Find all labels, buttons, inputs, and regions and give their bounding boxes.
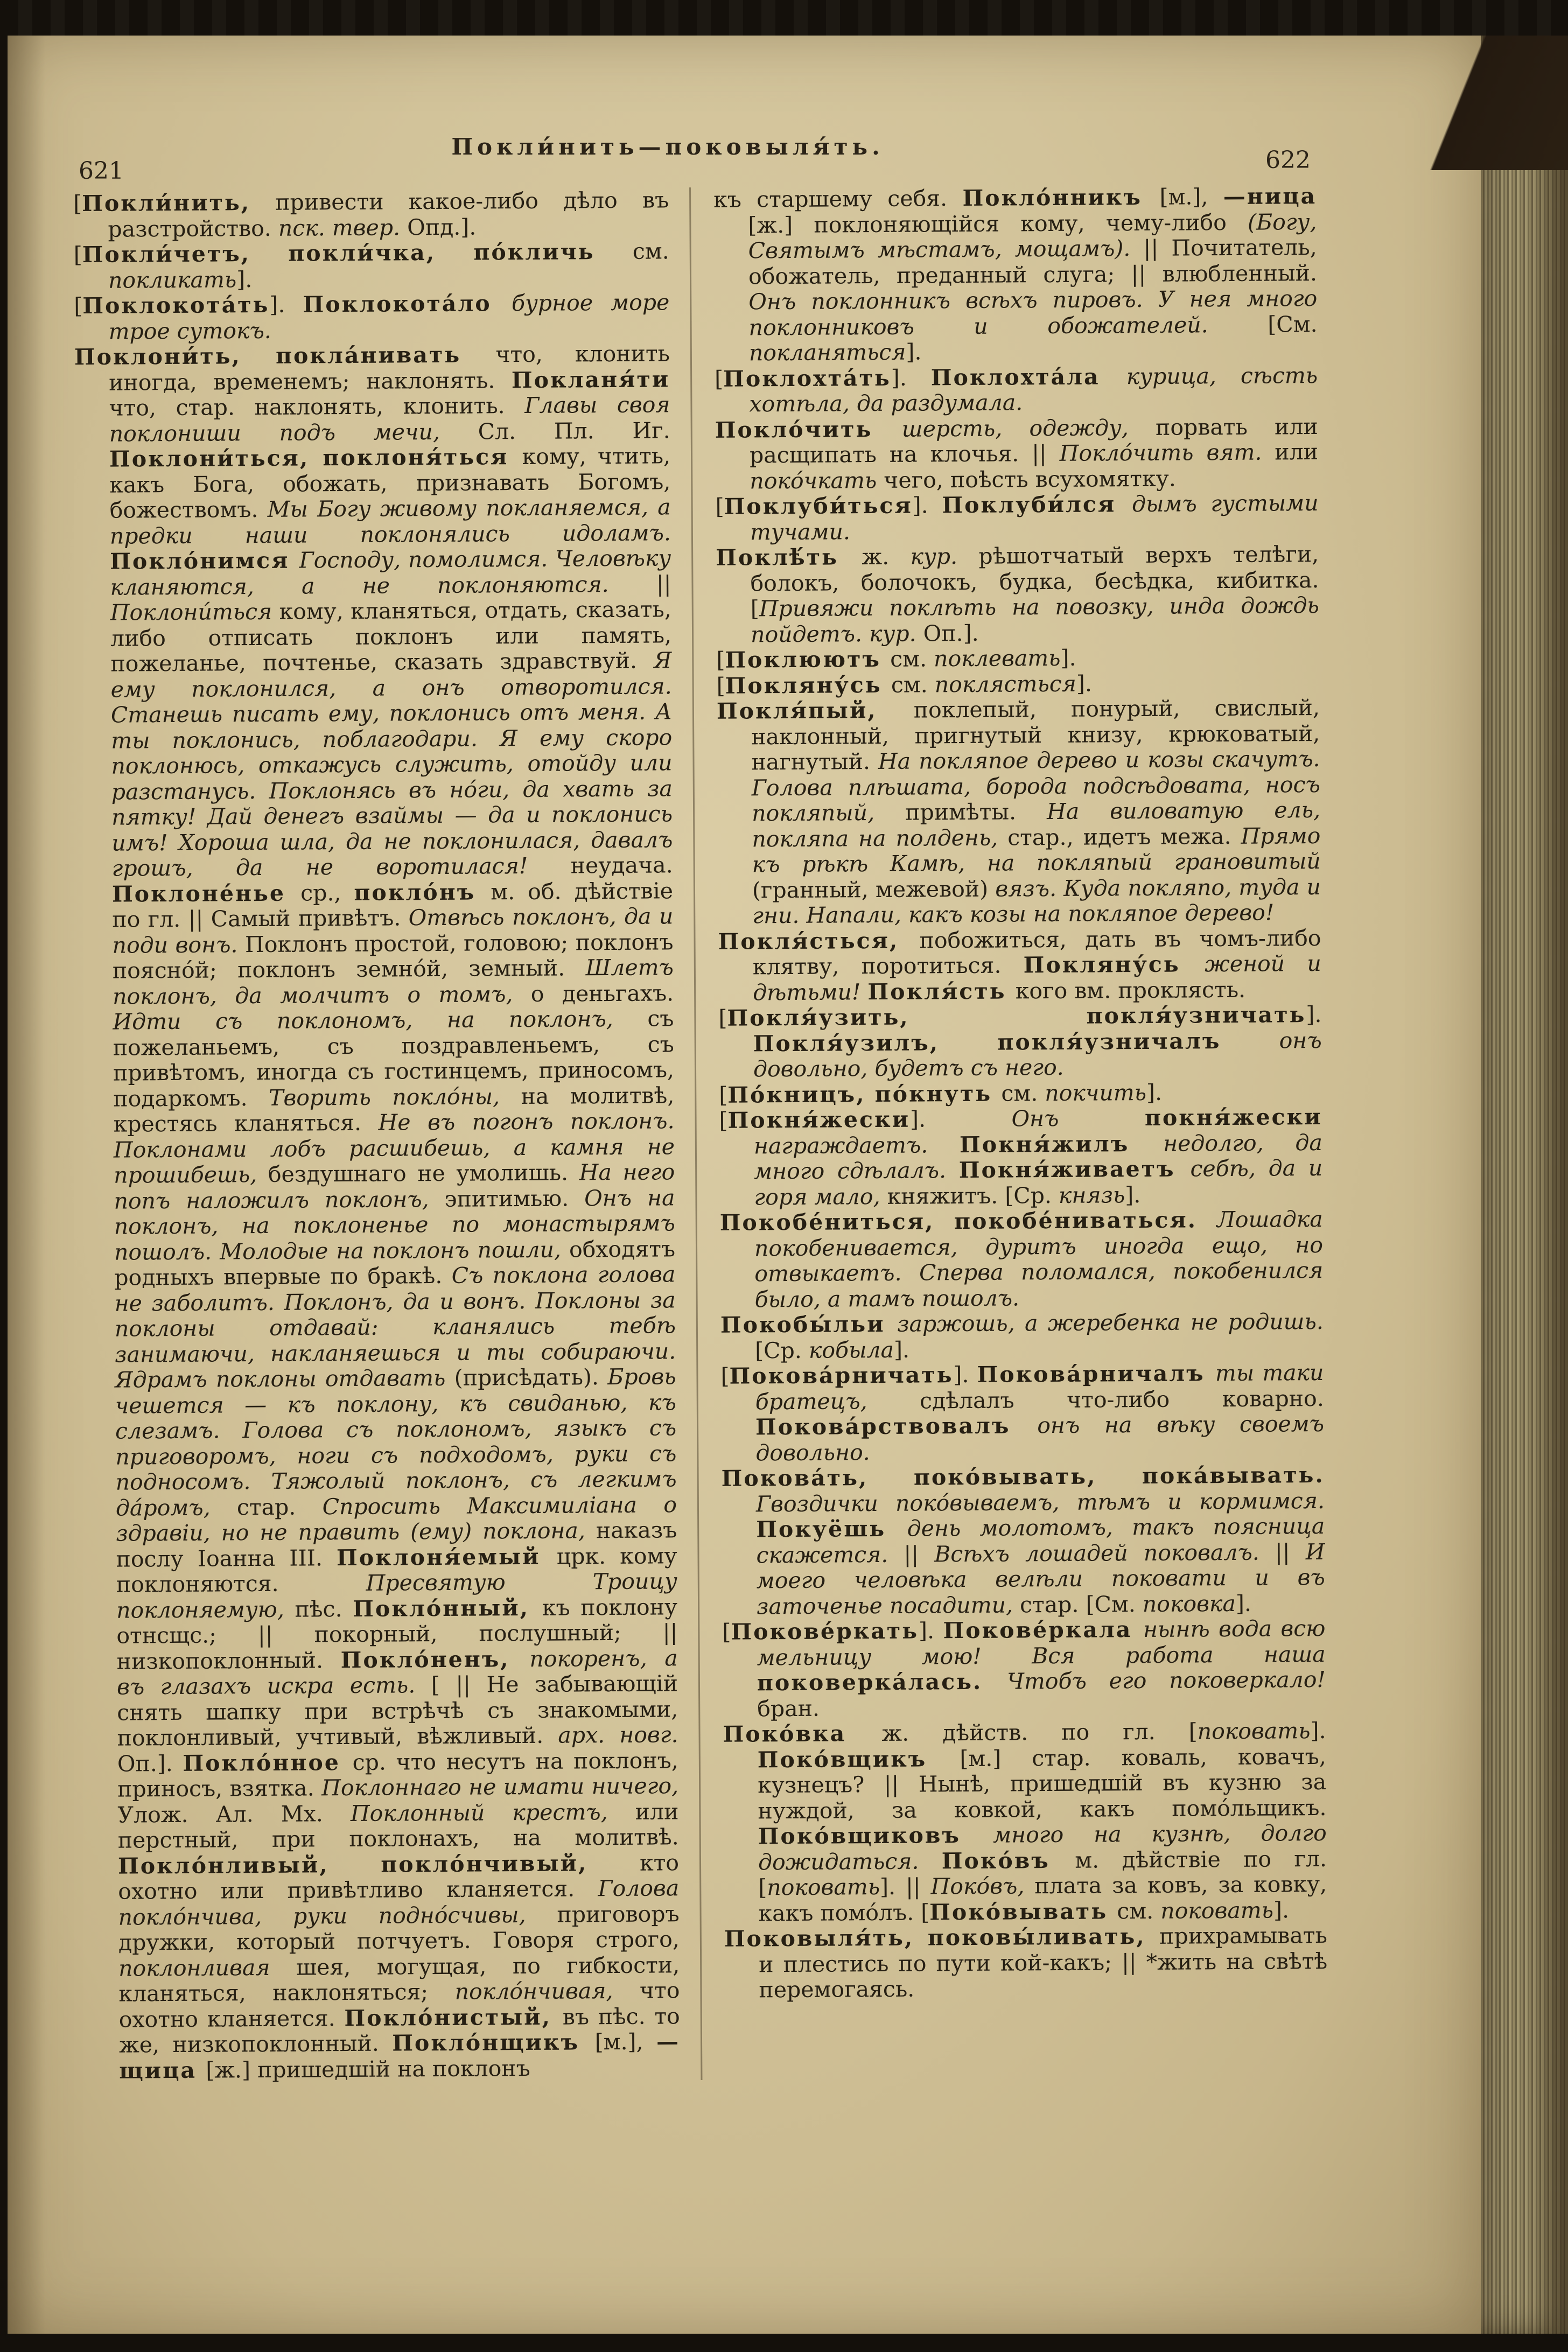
definition-text: [ (718, 1005, 727, 1031)
definition-text: ]. (953, 1361, 977, 1388)
headword-text: Покло́чить (715, 416, 902, 443)
headword-text: Поклѣ́ть (716, 544, 862, 571)
headword-text: Покланя́ти (511, 366, 670, 393)
definition-text: [м.], (594, 2028, 657, 2055)
headword-text: Покове́ркала (943, 1616, 1144, 1644)
definition-text: прихрамывать и плестись по пути кой-какъ; || *жить на свѣтѣ перемогаясь. (759, 1922, 1328, 2003)
headword-text: Покля́сться, (718, 927, 920, 955)
headword-text: покло́нъ (354, 878, 491, 906)
definition-text: ]. (912, 492, 942, 519)
dictionary-entry (724, 1923, 1328, 2003)
definition-text: стар., идетъ межа. (1007, 823, 1241, 851)
headword-text: Поко́вщиковъ (758, 1822, 993, 1850)
definition-text: бран. (757, 1695, 820, 1721)
definition-text: см. (890, 646, 934, 672)
definition-text: неудача. (570, 852, 673, 879)
column-left (73, 187, 680, 2084)
definition-text: что, клонить иногда, временемъ; наклонять. (109, 340, 670, 396)
example-text: день молотомъ, такъ поясница скажется. (756, 1513, 1325, 1568)
definition-text: ]. (909, 1105, 1012, 1132)
example-text: награждаетъ. (753, 1131, 960, 1159)
headword-text: Поклохта́ла (930, 363, 1127, 390)
example-text: князь (1058, 1181, 1125, 1208)
headword-text: —щица (119, 2028, 681, 2084)
example-text: Не въ погонъ поклонъ. Поклонами лобъ расшибешь, а камня не прошибешь, (113, 1108, 675, 1188)
definition-text: къ старшему себя. (713, 185, 963, 213)
definition-text: княжитъ. [Ср. (887, 1182, 1059, 1209)
definition-text: Сл. Пл. Иг. (478, 417, 670, 445)
example-text: бурное море трое сутокъ. (108, 289, 670, 345)
definition-text: ]. (906, 339, 922, 365)
headword-text: Покло́ненъ, (340, 1646, 530, 1673)
example-text: поковать (1197, 1718, 1311, 1745)
headword-text: Поко́вка (723, 1720, 882, 1747)
example-text: Поклони́ться (110, 598, 279, 626)
definition-text: см. (1001, 1080, 1045, 1107)
headword-text: Поклони́ть, покла́нивать (74, 341, 496, 370)
example-text: (Богу, Святымъ мѣстамъ, мощамъ). (748, 208, 1317, 264)
definition-text: Оп.]. (117, 1750, 183, 1777)
example-text: Поклонный крестъ, (350, 1798, 635, 1826)
headword-text: Поко́вщикъ (757, 1745, 960, 1773)
example-text: женой и дѣтьми! (752, 950, 1321, 1005)
definition-text: м. об. дѣйствіе по гл. || Самый привѣтъ. (112, 877, 674, 933)
dictionary-entry (715, 491, 1319, 545)
headword-text: покня́жески (1144, 1103, 1322, 1131)
definition-text: [ж.] поклоняющійся кому, чему-либо (748, 209, 1248, 238)
dictionary-entry (716, 644, 1319, 673)
example-text: Прямо къ рѣкѣ Камѣ, на покляпый грановитый (752, 822, 1321, 878)
definition-text: [ (73, 241, 82, 268)
example-text: арх. новг. (558, 1721, 678, 1748)
definition-text: эпитимью. (444, 1185, 585, 1212)
definition-text: см. (891, 671, 935, 698)
example-text: пск. твер. (278, 214, 408, 241)
definition-text: [ (73, 190, 82, 217)
example-text: ты таки братецъ, (755, 1359, 1324, 1415)
example-text: себѣ, да и горя мало, (754, 1154, 1323, 1210)
example-text: На покляпое дерево и козы скачутъ. Голова плѣшата, борода подсѣдовата, носъ покляпый, (751, 745, 1320, 827)
dictionary-entry (715, 362, 1318, 417)
dictionary-entry (719, 1079, 1322, 1108)
dictionary-entry (720, 1360, 1324, 1466)
example-text: Главы своя поклониши подъ мечи, (109, 391, 670, 447)
definition-text: поклепый, понурый, свислый, наклонный, пригнутый книзу, крюковатый, нагнутый. (751, 694, 1320, 775)
example-text: Гвоздички поко́вываемъ, тѣмъ и кормимся. (755, 1487, 1325, 1517)
headword-text: Поклюютъ (725, 646, 891, 673)
headword-text: Покло́нщикъ (392, 2029, 595, 2056)
example-text: Молодые на поклонъ пошли, (220, 1236, 570, 1264)
definition-text: или перстный, при поклонахъ, на молитвѣ. (117, 1798, 679, 1853)
photo-background-left (0, 0, 8, 2352)
definition-text: ]. (1060, 645, 1076, 671)
example-text: Всѣхъ лошадей поковалъ. (934, 1538, 1276, 1567)
example-text: нынѣ вода всю мельницу мою! Вся работа наша (757, 1615, 1326, 1670)
definition-text: ]. (918, 1618, 943, 1644)
example-text: покло́нчивая, (454, 1977, 640, 2005)
definition-text: [ (74, 292, 83, 319)
example-text: поковка (1142, 1590, 1236, 1617)
definition-text: [м.] стар. коваль, ковачъ, кузнецъ? || Нынѣ, пришедшій въ кузню за нуждой, за ковкой, какъ помо́льщикъ. (757, 1743, 1327, 1824)
dictionary-text-block (73, 184, 1334, 2084)
definition-text: [ (722, 1619, 731, 1645)
example-text: Спросить Максимиліана о здравіи, но не править (ему) поклона, (116, 1491, 677, 1546)
example-text: Привяжи поклѣть на повозку, инда дождь пойдетъ. (750, 592, 1319, 647)
definition-text: ]. || (879, 1873, 931, 1900)
headword-text: Поклони́ться, поклоня́ться (109, 444, 522, 472)
definition-text: примѣты. (905, 799, 1047, 825)
example-text: Я ему поклонился, а онъ отворотился. Станешь писать ему, поклонись отъ меня. А ты поклонись, поблагодари. Я ему скоро поклонюсь, откажусь служить, отойду или разстанусь. Поклонясь въ но́ги, да хвать за пятку! Дай денегъ взаймы — да и поклонись имъ! Хороша шла, да не поклонилася, давалъ грошъ, да не воротилася! (110, 647, 673, 881)
definition-text: Опд.]. (407, 214, 477, 240)
headword-text: Покова́рничать (729, 1362, 954, 1389)
dictionary-entry (716, 542, 1319, 648)
headword-text: Покля́узить, покля́узничать (727, 1002, 1306, 1031)
example-text: кур. (869, 620, 923, 647)
headword-text: поковерка́лась. (757, 1668, 1007, 1696)
definition-text: обходятъ родныхъ впервые по бракѣ. (114, 1235, 676, 1291)
headword-text: Поклохта́ть (723, 365, 891, 392)
definition-text: [ (720, 1363, 730, 1389)
definition-text: что охотно кланяется. (118, 1977, 680, 2033)
dictionary-entry (713, 184, 1318, 366)
definition-text: стар. (236, 1493, 323, 1520)
page-number-left: 621 (79, 157, 124, 185)
example-text: поко́чкать (750, 467, 884, 494)
example-text: Отвѣсь поклонъ, да и поди вонъ. (112, 903, 674, 958)
example-text: Чтобъ его поковеркало! (1007, 1666, 1326, 1695)
dictionary-entry (717, 695, 1321, 929)
headword-text: Поко́въ (941, 1847, 1075, 1874)
definition-text: [ (715, 366, 724, 392)
example-text: Идти съ поклономъ, на поклонъ, (113, 1005, 648, 1035)
definition-text: ср. что несутъ на поклонъ, приносъ, взятка. (117, 1747, 678, 1802)
definition-text: (присѣдать). (454, 1364, 608, 1391)
definition-text: ]. (891, 364, 931, 391)
definition-text: ]. (1273, 1896, 1290, 1923)
example-text: Онъ поклонникъ всѣхъ пировъ. У нея много поклонниковъ и обожателей. (748, 285, 1318, 340)
dictionary-entry (720, 1207, 1324, 1313)
headword-text: Покло́нный, (353, 1594, 543, 1622)
definition-text: || Почитатель, обожатель, преданный слуга; || влюбленный. (748, 234, 1318, 289)
example-text: вязъ. Куда покляпо, туда и гни. Напали, какъ козы на покляпое дерево! (752, 873, 1321, 929)
definition-text: рѣшотчатый верхъ телѣги, болокъ, болочокъ, будка, бесѣдка, кибитка. [ (750, 541, 1319, 622)
example-text: много на кузнѣ, долго дожидаться. (758, 1819, 1327, 1875)
headword-text: Поклуби́ться (724, 492, 913, 520)
definition-text: ]. (1235, 1590, 1252, 1616)
example-text: покланяться (748, 339, 906, 366)
definition-text: въ пѣс. то же, низкопоклонный. (118, 2003, 680, 2058)
definition-text: сдѣлалъ что-либо коварно. (919, 1385, 1324, 1414)
example-text: поклевать (933, 645, 1061, 672)
definition-text: [ (715, 493, 724, 520)
headword-text: Покня́жилъ (959, 1130, 1164, 1158)
gutter-shadow (8, 36, 45, 2334)
example-text: Бровь чешется — къ поклону, къ свиданью, къ слезамъ. Голова съ поклономъ, языкъ съ приговоромъ, ноги съ подходомъ, руки съ подносомъ. Тяжолый поклонъ, съ легкимъ да́ромъ, (115, 1363, 677, 1521)
example-text: курица, сѣсть хотѣла, да раздумала. (749, 362, 1318, 417)
definition-text: [ (719, 1082, 728, 1108)
example-text: вят. (1206, 439, 1275, 466)
definition-text: [ (719, 1107, 728, 1133)
example-text: кобыла (808, 1336, 894, 1363)
headword-text: —ница (1223, 183, 1317, 210)
headword-text: Поклоня́емый (336, 1543, 557, 1571)
dictionary-entry (74, 239, 670, 293)
running-head: Покли́нить—поковыля́ть. (451, 134, 884, 160)
definition-text: чего, поѣсть всухомятку. (884, 465, 1176, 493)
definition-text: о деньгахъ. (530, 979, 674, 1007)
example-text: Шлетъ поклонъ, да молчитъ о томъ, (113, 954, 674, 1010)
definition-text: м. дѣйствіе по гл. [ (758, 1845, 1327, 1901)
dictionary-entry (718, 925, 1321, 1005)
definition-text: [Ср. (755, 1337, 809, 1363)
headword-text: Поко́вывать (929, 1898, 1117, 1925)
example-text: недолго, да много сдѣлалъ. (754, 1129, 1323, 1185)
headword-text: Поклоне́нье (111, 880, 301, 907)
headword-text: Покобе́ниться, покобе́ниваться. (719, 1207, 1217, 1236)
example-text: поковать (1160, 1897, 1274, 1924)
headword-text: Поковыля́ть, поковы́ливать, (724, 1923, 1160, 1952)
dictionary-entry (74, 341, 681, 2084)
definition-text: ж. дѣйств. по гл. [ (881, 1718, 1198, 1746)
headword-text: Поклокота́ть (82, 291, 270, 319)
example-text: Онъ на поклонъ, на поклоненье по монастырямъ пошолъ. (114, 1184, 675, 1265)
definition-text: ]. (1306, 1001, 1322, 1028)
definition-text: ]. (1125, 1181, 1141, 1208)
dictionary-entry (73, 187, 669, 242)
dictionary-entry (720, 1309, 1324, 1364)
definition-text: [ (716, 647, 725, 673)
headword-text: Покло́нникъ (962, 184, 1160, 211)
dictionary-entry (717, 669, 1320, 698)
example-text: онъ довольно, будетъ съ него. (753, 1027, 1322, 1082)
definition-text: ]. (1146, 1079, 1163, 1105)
headword-text: Покло́нное (183, 1749, 353, 1776)
example-text: Мы Богу живому покланяемся, а предки наши поклонялись идоламъ. (109, 494, 671, 549)
example-text: Лошадка покобенивается, дуритъ иногда ещо, но отвыкаетъ. Сперва поломался, покобенился было, а тамъ пошолъ. (754, 1206, 1324, 1312)
dictionary-entry (723, 1718, 1327, 1927)
example-text: покчить (1045, 1079, 1147, 1106)
headword-text: Покова́рствовалъ (755, 1412, 1038, 1440)
page-number-right: 622 (1265, 146, 1311, 174)
example-text: дымъ густыми тучами. (750, 489, 1319, 545)
definition-text: [ж.] пришедшій на поклонъ (206, 2055, 530, 2083)
headword-text: Покло́нистый, (344, 2004, 563, 2031)
example-text: кур. (910, 543, 979, 570)
definition-text: ]. (269, 291, 303, 318)
headword-text: Покля́пый, (716, 697, 914, 724)
definition-text: ]. (236, 266, 253, 292)
example-text: Онъ (1011, 1104, 1145, 1132)
example-text: Пресвятую Троицу поклоняемую, (116, 1568, 677, 1623)
dictionary-entry (74, 290, 670, 345)
definition-text: Поклонъ простой, головою; поклонъ поясно́й; поклонъ земно́й, земный. (112, 928, 674, 984)
definition-text: приговоръ дружки, который потчуетъ. Говоря строго, (118, 1900, 680, 1956)
example-text: поковать (767, 1873, 880, 1901)
definition-text: или (1275, 438, 1319, 465)
headword-text: Поклокота́ло (303, 290, 512, 318)
example-text: На виловатую ель, покляпа на полдень, (752, 796, 1321, 852)
example-text: Покло́чить (1059, 439, 1207, 466)
definition-text: къ поклону отнсщс.; || покорный, послушный; || низкопоклонный. (116, 1593, 678, 1675)
headword-text: Покова́рничалъ (977, 1360, 1216, 1388)
definition-text: бездушнаго не умолишь. (268, 1159, 579, 1187)
definition-text: || (904, 1541, 935, 1567)
definition-text: || (1275, 1538, 1306, 1565)
definition-text: Улож. Ал. Мх. (117, 1800, 351, 1828)
headword-text: Покляну́сь (725, 671, 891, 699)
definition-text: [См. (1268, 311, 1318, 338)
definition-text: шея, могущая, по гибкости, кланяться, наклоняться; (118, 1951, 680, 2007)
headword-text: Покля́сть (867, 977, 1016, 1005)
definition-text: стар. [См. (1019, 1591, 1143, 1618)
example-text: заржошь, а жеребенка не родишь. (897, 1308, 1324, 1337)
column-right (689, 184, 1328, 2080)
example-text: Голова покло́нчива, руки подно́счивы, (118, 1875, 680, 1930)
definition-text: порвать или расщипать на клочья. || (749, 413, 1318, 468)
definition-text: ]. (1076, 670, 1093, 697)
book-fore-edge (1481, 36, 1568, 2334)
example-text: На него попъ наложилъ поклонъ, (114, 1159, 675, 1214)
headword-text: Покня́жески (727, 1106, 911, 1133)
photo-background-bottom (0, 2334, 1568, 2352)
example-text: И моего человѣка велѣли поковати и въ заточенье посадити, (756, 1538, 1325, 1619)
headword-text: Покня́живаетъ (958, 1156, 1191, 1184)
example-text: шерсть, одежду, (901, 414, 1156, 442)
definition-text: (гранный, межевой) (752, 876, 996, 903)
dictionary-entry (722, 1462, 1326, 1620)
dictionary-entry (715, 414, 1319, 494)
example-text: Творить покло́ны, (268, 1083, 521, 1111)
definition-text: съ пожеланьемъ, съ поздравленьемъ, съ привѣтомъ, иногда съ гостинцемъ, приносомъ, подаркомъ. (113, 1005, 675, 1112)
headword-text: Поклуби́лся (942, 491, 1132, 519)
definition-text: [ (716, 673, 725, 699)
headword-text: Покляну́сь (1023, 951, 1205, 978)
definition-text: ср., (300, 879, 354, 906)
dictionary-entry (719, 1104, 1322, 1210)
definition-text: [м.], (1159, 184, 1223, 210)
definition-text: ж. (862, 543, 911, 570)
definition-text: побожиться, дать въ чомъ-либо клятву, поротиться. (752, 925, 1321, 980)
example-text: поклясться (934, 670, 1077, 697)
definition-text: наказъ послу Іоанна III. (116, 1517, 677, 1572)
example-text: поклонливая (118, 1954, 297, 1982)
definition-text: пѣс. (295, 1595, 353, 1622)
definition-text: плата за ковъ, за ковку, какъ помо́лъ. [ (758, 1871, 1327, 1926)
headword-text: Покли́нить, (82, 190, 251, 216)
definition-text: привести какое-либо дѣло въ разстройство. (108, 187, 669, 242)
definition-text: кто охотно или привѣтливо кланяется. (118, 1849, 680, 1905)
headword-text: Покло́нливый, покло́нчивый, (117, 1850, 640, 1879)
example-text: покликать (108, 266, 237, 293)
definition-text: Оп.]. (923, 620, 979, 646)
dictionary-entry (722, 1616, 1326, 1722)
headword-text: Покове́ркать (731, 1618, 919, 1645)
definition-text: ]. (893, 1336, 910, 1363)
definition-text: см. (632, 238, 669, 264)
headword-text: Покуёшь (756, 1515, 907, 1543)
definition-text: кого вм. проклясть. (1015, 976, 1246, 1004)
definition-text: || (656, 570, 671, 597)
example-text: Поклоннаго не имати ничего, (321, 1773, 679, 1801)
dictionary-entry (718, 1002, 1322, 1082)
example-text: Съ поклона голова не заболитъ. Поклонъ, да и вонъ. Поклоны за поклоны отдавай: кланялись тебѣ занимаючи, накланяешься и ты собираючи. Ядрамъ поклоны отдавать (114, 1261, 676, 1393)
headword-text: По́кницъ, по́кнуть (727, 1080, 1002, 1108)
example-text: онъ на вѣку своемъ довольно. (755, 1410, 1325, 1466)
headword-text: Покобы́льи (720, 1311, 898, 1338)
photo-background-top (0, 0, 1568, 36)
definition-text: кому, чтить, какъ Бога, обожать, признавать Богомъ, божествомъ. (109, 443, 671, 523)
example-text: Поко́въ, (930, 1873, 1035, 1900)
definition-text: на молитвѣ, крестясь кланяться. (113, 1082, 675, 1137)
definition-text: см. (1117, 1898, 1161, 1924)
headword-text: Покова́ть, поко́вывать, пока́вывать. (721, 1461, 1325, 1492)
definition-text: ]. (1310, 1717, 1326, 1744)
example-text: Господу, помолимся. Человѣку кланяются, а не поклоняются. (110, 545, 671, 600)
headword-text: Покло́нимся (110, 547, 299, 575)
example-text: покоренъ, а въ глазахъ искра есть. (116, 1644, 678, 1700)
definition-text: кому, кланяться, отдать, сказать, либо отписать поклонъ или память, пожеланье, почтенье, сказать здравствуй. (110, 596, 672, 677)
definition-text: [ || Не забывающій снять шапку при встрѣчѣ съ знакомыми, поклонливый, учтивый, вѣжливый. (117, 1670, 678, 1751)
page-corner-shadow (1384, 36, 1568, 170)
definition-text: црк. кому поклоняются. (116, 1542, 677, 1598)
headword-text: Покли́четъ, покли́чка, по́кличь (82, 238, 633, 268)
definition-text: что, стар. наклонять, клонить. (109, 392, 525, 421)
headword-text: Покля́узилъ, покля́узничалъ (753, 1027, 1279, 1056)
